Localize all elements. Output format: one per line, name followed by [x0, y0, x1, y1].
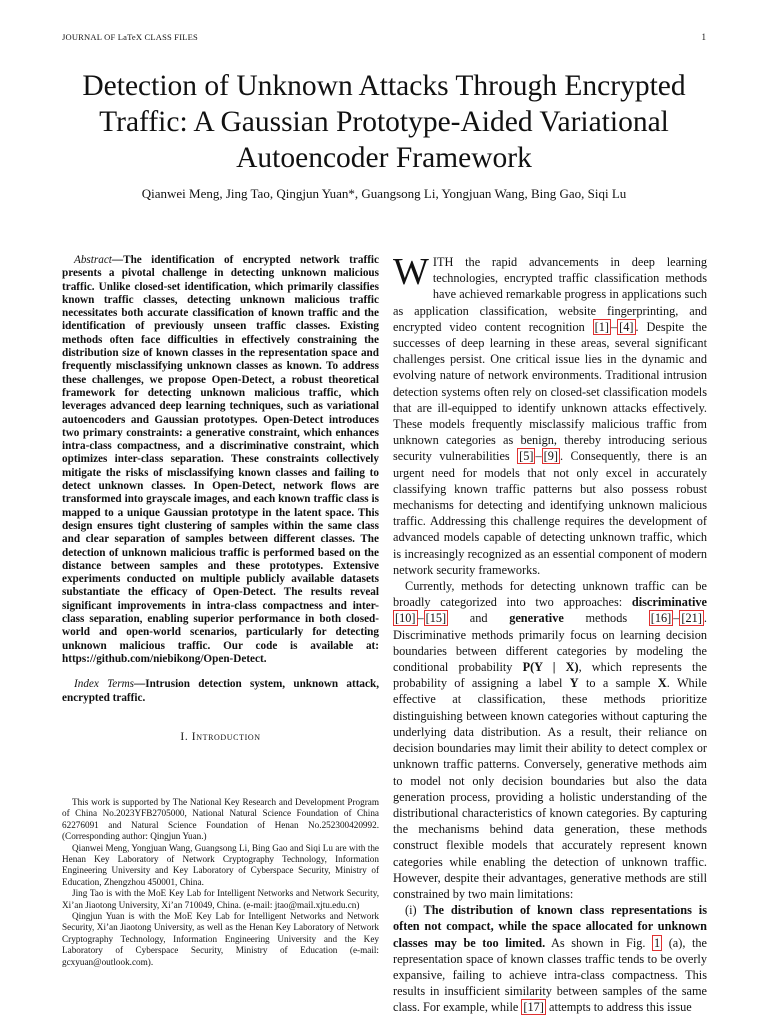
running-header: JOURNAL OF LaTeX CLASS FILES	[62, 32, 198, 42]
index-terms-label: Index Terms	[74, 678, 135, 691]
text-run: (i)	[405, 903, 424, 918]
citation-link[interactable]: [10]	[395, 611, 416, 626]
math-symbol: Y	[569, 676, 579, 691]
footnote-affiliation-2: Jing Tao is with the MoE Key Lab for Intelligent Networks and Network Security, Xi’an Jiaotong University, Xi’an 710049, China. (e-mail: jtao@mail.xjtu.edu.cn)	[62, 888, 379, 910]
intro-paragraph-1	[393, 251, 708, 578]
text-run: . Despite the successes of deep learning in these areas, several significant challenges persist. One critical issue lies in the dynamic and evolving nature of network environments. Traditional intrusion detection systems often rely on closed-set classification models that are ill-equipped to identify unknown attacks effectively. These models frequently misclassify malicious traffic from unknown categories as benign, thereby introducing serious security vulnerabilities	[393, 319, 708, 464]
figure-link[interactable]: 1	[654, 935, 661, 950]
math-symbol: X	[657, 676, 667, 691]
text-run: ITH the rapid advancements in deep learning technologies, encrypted traffic classification methods have achieved remarkable progress in applications such as application classification, website fingerprinting, and encrypted video content recognition	[393, 255, 707, 334]
citation-link[interactable]: [16]	[650, 611, 672, 626]
text-run: As shown in Fig.	[545, 935, 653, 950]
emphasis: discriminative	[631, 595, 707, 610]
footnote-funding: This work is supported by The National Key Research and Development Program of China No.2023YFB2705000, National Natural Science Foundation of China 62276091 and Natural Science Foundation of Henan No.252300420992. (Corresponding author: Qingjun Yuan.)	[62, 797, 379, 842]
author-list: Qianwei Meng, Jing Tao, Qingjun Yuan*, Guangsong Li, Yongjuan Wang, Bing Gao, Siqi Lu	[141, 186, 627, 201]
left-column	[62, 254, 379, 743]
intro-paragraph-3	[393, 902, 707, 1015]
section-title: Introduction	[191, 730, 261, 743]
emphasis: generative	[509, 611, 564, 626]
text-run: Currently, methods for detecting unknown traffic can be broadly categorized into two approaches:	[393, 579, 707, 610]
page-number: 1	[701, 32, 706, 42]
text-run: (a), the representation space of known classes traffic tends to be overly expansive, failing to achieve intra-class compactness. This results in insufficient similarity between samples of the same class. For example, while	[393, 935, 707, 1015]
text-run: methods	[563, 611, 649, 626]
text-run: –	[417, 611, 424, 626]
citation-link[interactable]: [4]	[619, 319, 634, 334]
paper-title: Detection of Unknown Attacks Through Encrypted Traffic: A Gaussian Prototype-Aided Variational Autoencoder Framework	[82, 70, 686, 174]
citation-link[interactable]: [9]	[543, 449, 558, 464]
section-heading-introduction	[62, 731, 379, 743]
index-terms	[62, 678, 379, 705]
text-run: . Discriminative methods primarily focus on learning decision boundaries between different categories by modeling the conditional probability	[393, 611, 707, 675]
text-run: –	[673, 611, 680, 626]
emphasis: The distribution of known class representations is often not compact, while the space allocated for unknown classes may be too limited.	[393, 903, 707, 950]
text-run: . Consequently, there is an urgent need for models that not only excel in accurately classifying known traffic patterns but also possess robust mechanisms for detecting and identifying unknown malicious traffic. Addressing this challenge requires the development of advanced models capable of detecting unknown traffic, which is increasingly recognized as an essential component of modern network security frameworks.	[393, 449, 707, 577]
citation-link[interactable]: [5]	[519, 449, 534, 464]
index-terms-text: —Intrusion detection system, unknown attack, encrypted traffic.	[62, 678, 379, 704]
footnotes	[62, 797, 379, 968]
text-run: . While effective at classification, these methods prioritize distinguishing between known categories without capturing the underlying data distribution. As a result, their reliance on decision boundaries may limit their ability to detect complex or unknown traffic patterns. Conversely, generative methods aim to model not only decision boundaries but also the data generation process, providing a holistic understanding of the distributional characteristics of known categories. By capturing the mechanisms behind data generation, these methods construct flexible models that accurately represent known categories while enabling the detection of unknown traffic. However, despite their advantages, generative methods are still constrained by two main limitations:	[393, 676, 707, 901]
text-run: , which represents the probability of assigning a label	[393, 660, 707, 691]
right-column	[393, 251, 708, 1016]
math-expression: P(Y | X)	[522, 660, 579, 675]
text-run: –	[611, 319, 618, 334]
drop-cap: W	[393, 251, 429, 293]
abstract-text: —The identification of encrypted network traffic presents a pivotal challenge in detecting unknown malicious traffic. Unlike closed-set identification, which primarily classifies known traffic classes, detecting unknown malicious traffic necessitates both accurate classification of known traffic and the identification of previously unseen traffic classes. Existing methods often face difficulties in effectively constraining the distribution size of known classes in the representation space and frequently misclassifying unknown classes as known. To address these challenges, we propose Open-Detect, a robust theoretical framework for detecting unknown malicious traffic, which leverages advanced deep learning techniques, such as variational autoencoders and Gaussian prototypes. Open-Detect introduces two primary constraints: a generative constraint, which enhances intra-class compactness, and a discriminative constraint, which optimizes inter-class separation. These constraints collectively mitigate the risks of misclassifying known classes and failing to detect unknown classes. In Open-Detect, network flows are transformed into grayscale images, and each known traffic class is mapped to a unique Gaussian prototype in the latent space. This design ensures tight clustering of samples within the same class and clear separation of samples between different classes. The detection of unknown malicious traffic is performed based on the distance between samples and these prototypes. Extensive experiments conducted on multiple publicly available datasets substantiate the efficacy of Open-Detect. The results reveal significant improvements in intra-class compactness and inter-class separation, enabling superior performance in both closed-world and open-world scenarios, particularly for detecting unknown malicious traffic. Our code is available at: https://github.com/niebikong/Open-Detect.	[62, 254, 379, 665]
abstract-label: Abstract	[74, 254, 112, 266]
text-run: and	[448, 611, 510, 626]
text-run: –	[535, 449, 542, 464]
citation-link[interactable]: [1]	[594, 319, 610, 334]
abstract	[62, 254, 379, 666]
footnote-affiliation-3: Qingjun Yuan is with the MoE Key Lab for Intelligent Networks and Network Security, Xi’an Jiaotong University, as well as the Henan Key Laboratory of Network Cryptography Technology, Information Engineering University and the Key Laboratory of Cyberspace Security, Ministry of Education (e-mail: gcxyuan@outlook.com).	[62, 911, 379, 967]
intro-paragraph-2	[393, 578, 707, 902]
footnote-affiliation-1: Qianwei Meng, Yongjuan Wang, Guangsong Li, Bing Gao and Siqi Lu are with the Henan Key Laboratory of Network Cryptography Technology, Information Engineering University and Key Laboratory of Cyberspace Security, Ministry of Education, Zhengzhou 450001, China.	[62, 842, 379, 887]
citation-link[interactable]: [21]	[681, 611, 702, 626]
text-run: attempts to address this issue	[545, 1000, 692, 1015]
citation-link[interactable]: [17]	[523, 1000, 544, 1015]
citation-link[interactable]: [15]	[425, 611, 447, 626]
text-run: to a sample	[578, 676, 658, 691]
section-numeral: I.	[180, 730, 189, 743]
